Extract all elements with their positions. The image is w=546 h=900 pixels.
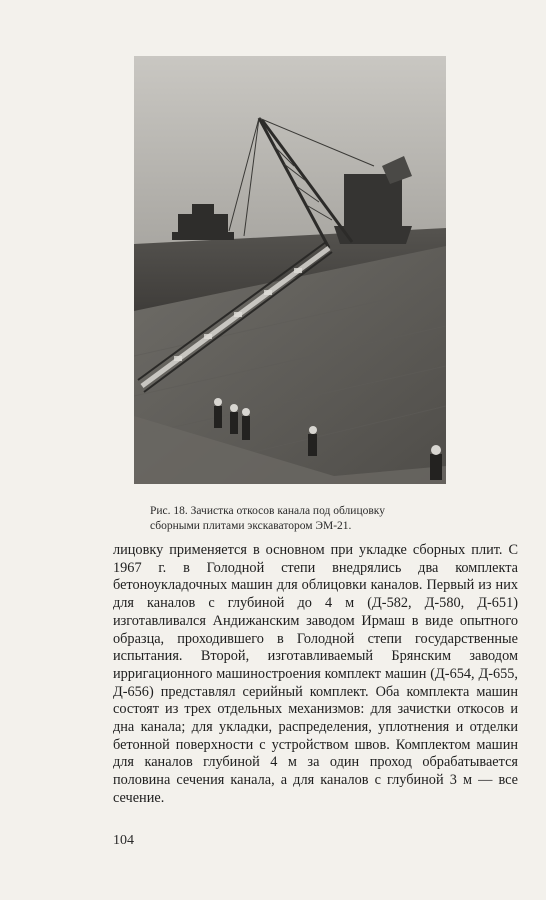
page-number: 104 xyxy=(113,833,134,848)
excavator-photo-image xyxy=(134,56,446,484)
figure-18-photo xyxy=(134,56,446,484)
body-paragraph: лицовку применяется в основном при укладке сборных плит. С 1967 г. в Голодной степи внедрялись два комплекта бетоноукладочных машин для облицовки каналов. Первый из них для каналов с глубиной до 4 м (Д-582, Д-580, Д-651) изготавливался Андижанским заводом Ирмаш в виде опытного образца, проходившего в Голодной степи государственные испытания. Второй, изготавливаемый Брянским заводом ирригационного машиностроения комплект машин (Д-654, Д-655, Д-656) представлял серийный комплект. Оба комплекта машин состоят из трех отдельных механизмов: для зачистки откосов и дна канала; для укладки, распределения, уплотнения и отделки бетонной поверхности с устройством швов. Комплектом машин для каналов глубиной 4 м за один проход обрабатывается половина сечения канала, а для каналов с глубиной 3 м — все сечение. xyxy=(113,542,518,806)
body-text xyxy=(113,542,518,808)
figure-caption: Рис. 18. Зачистка откосов канала под облицовку сборными плитами экскаватором ЭМ-21. xyxy=(150,505,385,532)
